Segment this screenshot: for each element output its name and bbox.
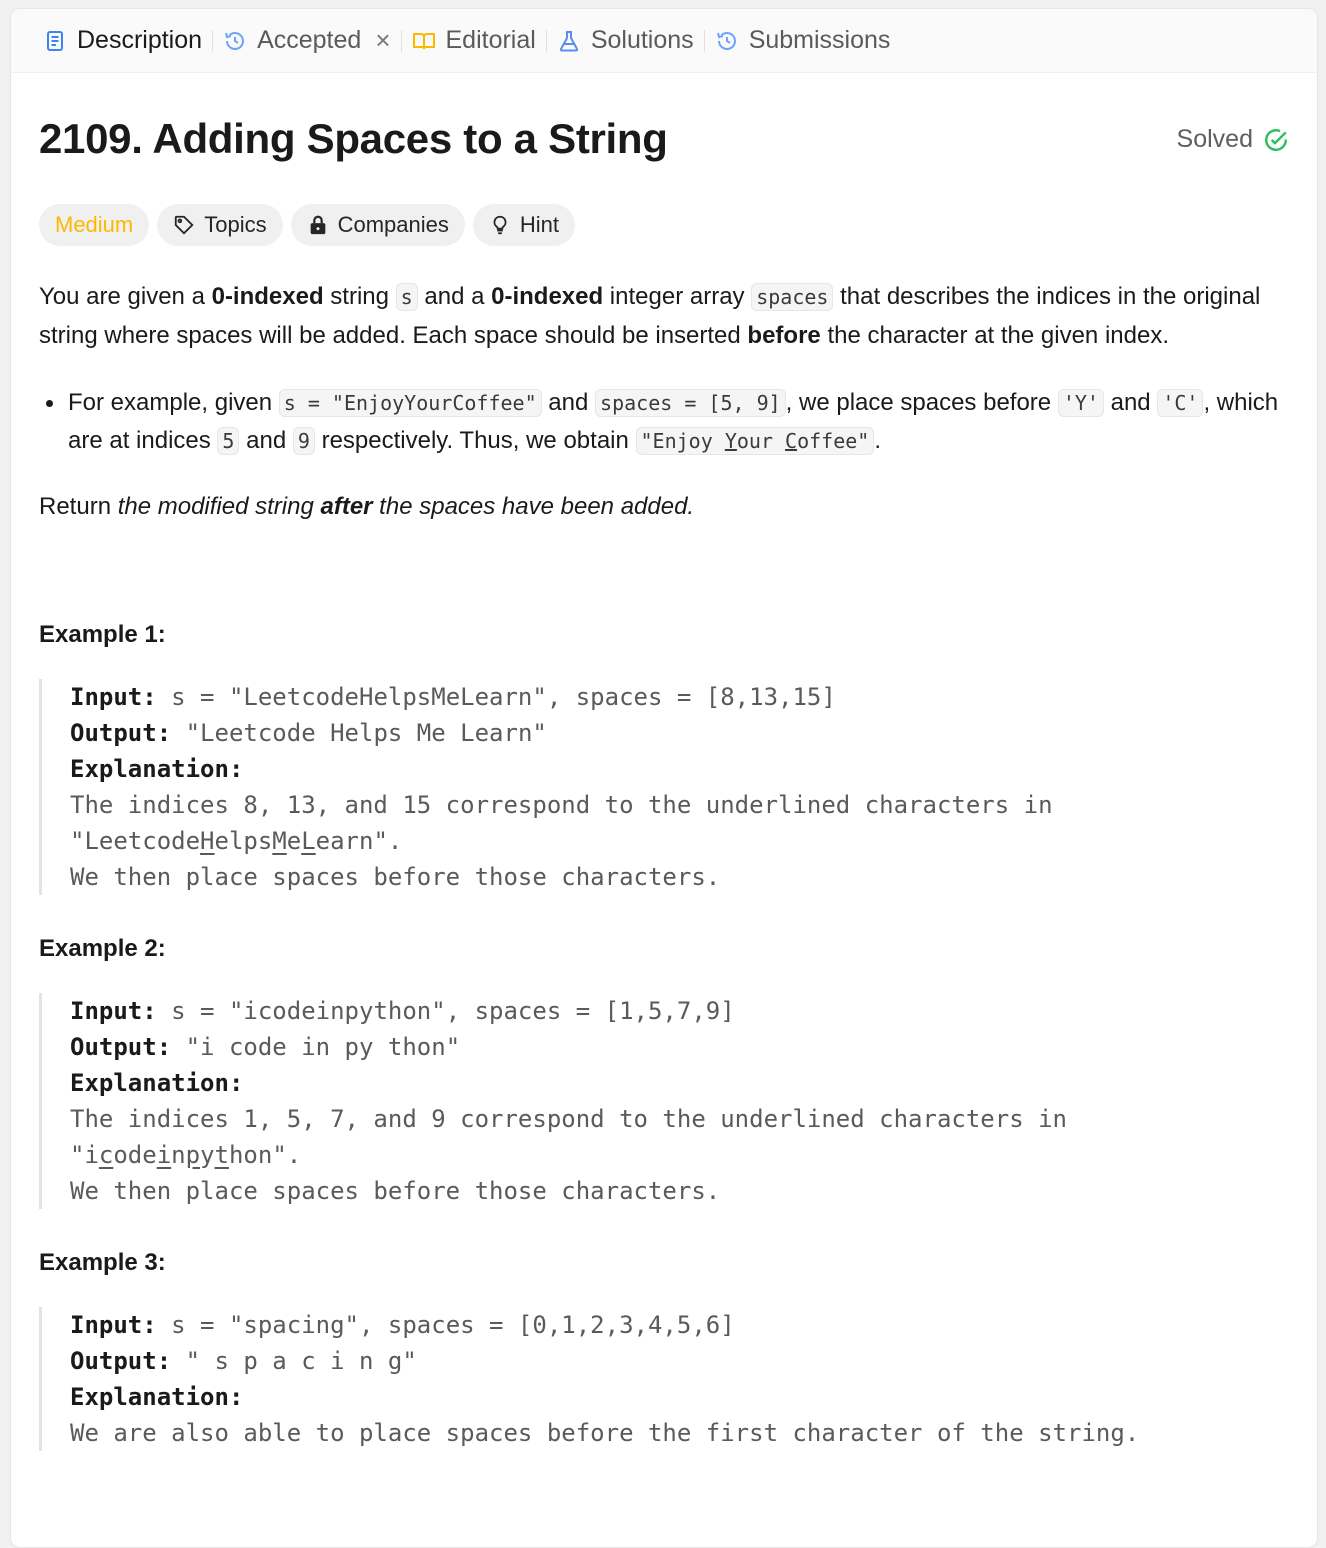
text: You are given a bbox=[39, 283, 212, 310]
inline-code: 'C' bbox=[1157, 389, 1203, 417]
explanation-text: "i bbox=[70, 1141, 99, 1169]
underlined-char: C bbox=[785, 429, 798, 453]
output-value: "i code in py thon" bbox=[171, 1033, 461, 1061]
lightbulb-icon bbox=[489, 214, 511, 236]
inline-code: 'Y' bbox=[1058, 389, 1104, 417]
title-row bbox=[39, 73, 1289, 203]
text: . bbox=[874, 427, 881, 454]
tab-solutions-label: Solutions bbox=[590, 26, 694, 54]
underlined-char: L bbox=[301, 827, 316, 855]
explanation-text: hon". bbox=[228, 1141, 302, 1169]
tab-accepted[interactable] bbox=[213, 9, 400, 72]
tab-editorial[interactable] bbox=[402, 9, 546, 72]
topics-button[interactable] bbox=[157, 204, 282, 246]
solved-label: Solved bbox=[1176, 125, 1253, 153]
output-label: Output: bbox=[70, 719, 172, 747]
flask-icon bbox=[557, 29, 581, 53]
input-value: s = "spacing", spaces = [0,1,2,3,4,5,6] bbox=[156, 1311, 735, 1339]
output-value: "Leetcode Helps Me Learn" bbox=[171, 719, 547, 747]
tab-editorial-label: Editorial bbox=[445, 26, 536, 54]
code-text: offee" bbox=[797, 429, 870, 453]
inline-code: spaces bbox=[751, 283, 833, 311]
explanation-line: We then place spaces before those characters. bbox=[70, 1177, 721, 1205]
tag-icon bbox=[173, 214, 195, 236]
underlined-char: c bbox=[98, 1141, 114, 1169]
problem-statement bbox=[39, 278, 1289, 354]
example-2-title: Example 2: bbox=[39, 935, 166, 962]
text: , we place spaces before bbox=[785, 389, 1058, 416]
explanation-line: We then place spaces before those characters. bbox=[70, 863, 721, 891]
underlined-char: t bbox=[214, 1141, 229, 1169]
code-text: "Enjoy bbox=[640, 429, 725, 453]
inline-code: spaces = [5, 9] bbox=[595, 389, 786, 417]
tag-pills bbox=[39, 204, 1289, 246]
text: and a bbox=[417, 283, 492, 310]
return-statement bbox=[39, 488, 1289, 525]
problem-panel bbox=[10, 8, 1318, 1548]
output-label: Output: bbox=[70, 1347, 172, 1375]
bold-italic-text: after bbox=[320, 493, 373, 520]
explanation-label: Explanation: bbox=[70, 1069, 244, 1097]
text: Return bbox=[39, 493, 118, 520]
problem-title[interactable]: 2109. Adding Spaces to a String bbox=[39, 115, 668, 162]
text: string bbox=[323, 283, 396, 310]
tab-description[interactable] bbox=[33, 9, 212, 72]
companies-label: Companies bbox=[337, 212, 449, 237]
underlined-char: i bbox=[156, 1141, 172, 1169]
tab-bar bbox=[11, 9, 1317, 73]
description-content bbox=[11, 73, 1317, 1451]
input-value: s = "icodeinpython", spaces = [1,5,7,9] bbox=[156, 997, 735, 1025]
inline-code: s = "EnjoyYourCoffee" bbox=[279, 389, 542, 417]
input-label: Input: bbox=[70, 1311, 157, 1339]
tab-solutions[interactable] bbox=[547, 9, 704, 72]
close-icon[interactable]: × bbox=[375, 25, 391, 55]
history-icon bbox=[223, 29, 247, 53]
solved-status bbox=[1177, 125, 1289, 154]
text: that describes the indices in the original string where spaces will be added. Each space should be inserted bbox=[39, 283, 1261, 349]
inline-code bbox=[636, 427, 875, 455]
example-3-title: Example 3: bbox=[39, 1249, 166, 1276]
text: For example, given bbox=[68, 389, 279, 416]
explanation-line: We are also able to place spaces before the first character of the string. bbox=[70, 1419, 1140, 1447]
input-label: Input: bbox=[70, 683, 157, 711]
explanation-text: "Leetcode bbox=[70, 827, 201, 855]
text: , which are at indices bbox=[68, 389, 1279, 454]
example-3-block bbox=[39, 1307, 1289, 1451]
tab-submissions-label: Submissions bbox=[748, 26, 891, 54]
input-label: Input: bbox=[70, 997, 157, 1025]
bold-text: 0-indexed bbox=[211, 283, 324, 310]
tab-submissions[interactable] bbox=[705, 9, 901, 72]
list-item bbox=[68, 384, 1289, 460]
explanation-text: earn". bbox=[315, 827, 403, 855]
document-icon bbox=[43, 29, 67, 53]
text: and bbox=[239, 427, 293, 454]
topics-label: Topics bbox=[204, 212, 267, 237]
explanation-label: Explanation: bbox=[70, 1383, 244, 1411]
difficulty-badge: Medium bbox=[39, 204, 149, 246]
text: and bbox=[541, 389, 596, 416]
lock-icon bbox=[307, 214, 329, 236]
explanation-text: y bbox=[200, 1141, 215, 1169]
text: the character at the given index. bbox=[820, 321, 1169, 349]
companies-button[interactable] bbox=[291, 204, 465, 246]
input-value: s = "LeetcodeHelpsMeLearn", spaces = [8,13,15] bbox=[156, 683, 836, 711]
explanation-text: elps bbox=[214, 827, 273, 855]
bold-text: before bbox=[747, 321, 821, 349]
text: respectively. Thus, we obtain bbox=[314, 427, 636, 454]
inline-code: 9 bbox=[293, 427, 315, 455]
inline-code: 5 bbox=[217, 427, 239, 455]
tab-accepted-label: Accepted bbox=[257, 26, 362, 54]
check-circle-icon bbox=[1263, 127, 1289, 153]
text: integer array bbox=[603, 283, 752, 310]
hint-button[interactable] bbox=[473, 204, 575, 246]
hint-label: Hint bbox=[519, 212, 560, 237]
text: and bbox=[1103, 389, 1158, 416]
example-1-title: Example 1: bbox=[39, 621, 166, 648]
explanation-label: Explanation: bbox=[70, 755, 244, 783]
bold-text: 0-indexed bbox=[491, 283, 604, 310]
italic-text: the spaces have been added. bbox=[372, 493, 695, 520]
underlined-char: M bbox=[272, 827, 287, 855]
underlined-char: H bbox=[200, 827, 215, 855]
book-icon bbox=[412, 29, 436, 53]
explanation-line: The indices 1, 5, 7, and 9 correspond to the underlined characters in bbox=[70, 1105, 1067, 1133]
explanation-text: n bbox=[171, 1141, 186, 1169]
underlined-char: Y bbox=[724, 429, 737, 453]
explanation-line: The indices 8, 13, and 15 correspond to the underlined characters in bbox=[70, 791, 1053, 819]
example-bullet-list bbox=[39, 384, 1289, 460]
output-value: " s p a c i n g" bbox=[171, 1347, 417, 1375]
inline-code: s bbox=[396, 283, 418, 311]
code-text: our bbox=[736, 429, 786, 453]
example-1-block bbox=[39, 679, 1289, 895]
output-label: Output: bbox=[70, 1033, 172, 1061]
history-icon bbox=[715, 29, 739, 53]
example-2-block bbox=[39, 993, 1289, 1209]
tab-description-label: Description bbox=[77, 26, 203, 54]
underlined-char: p bbox=[185, 1141, 201, 1169]
italic-text: the modified string bbox=[117, 493, 321, 520]
explanation-text: ode bbox=[113, 1141, 157, 1169]
explanation-text: e bbox=[286, 827, 302, 855]
